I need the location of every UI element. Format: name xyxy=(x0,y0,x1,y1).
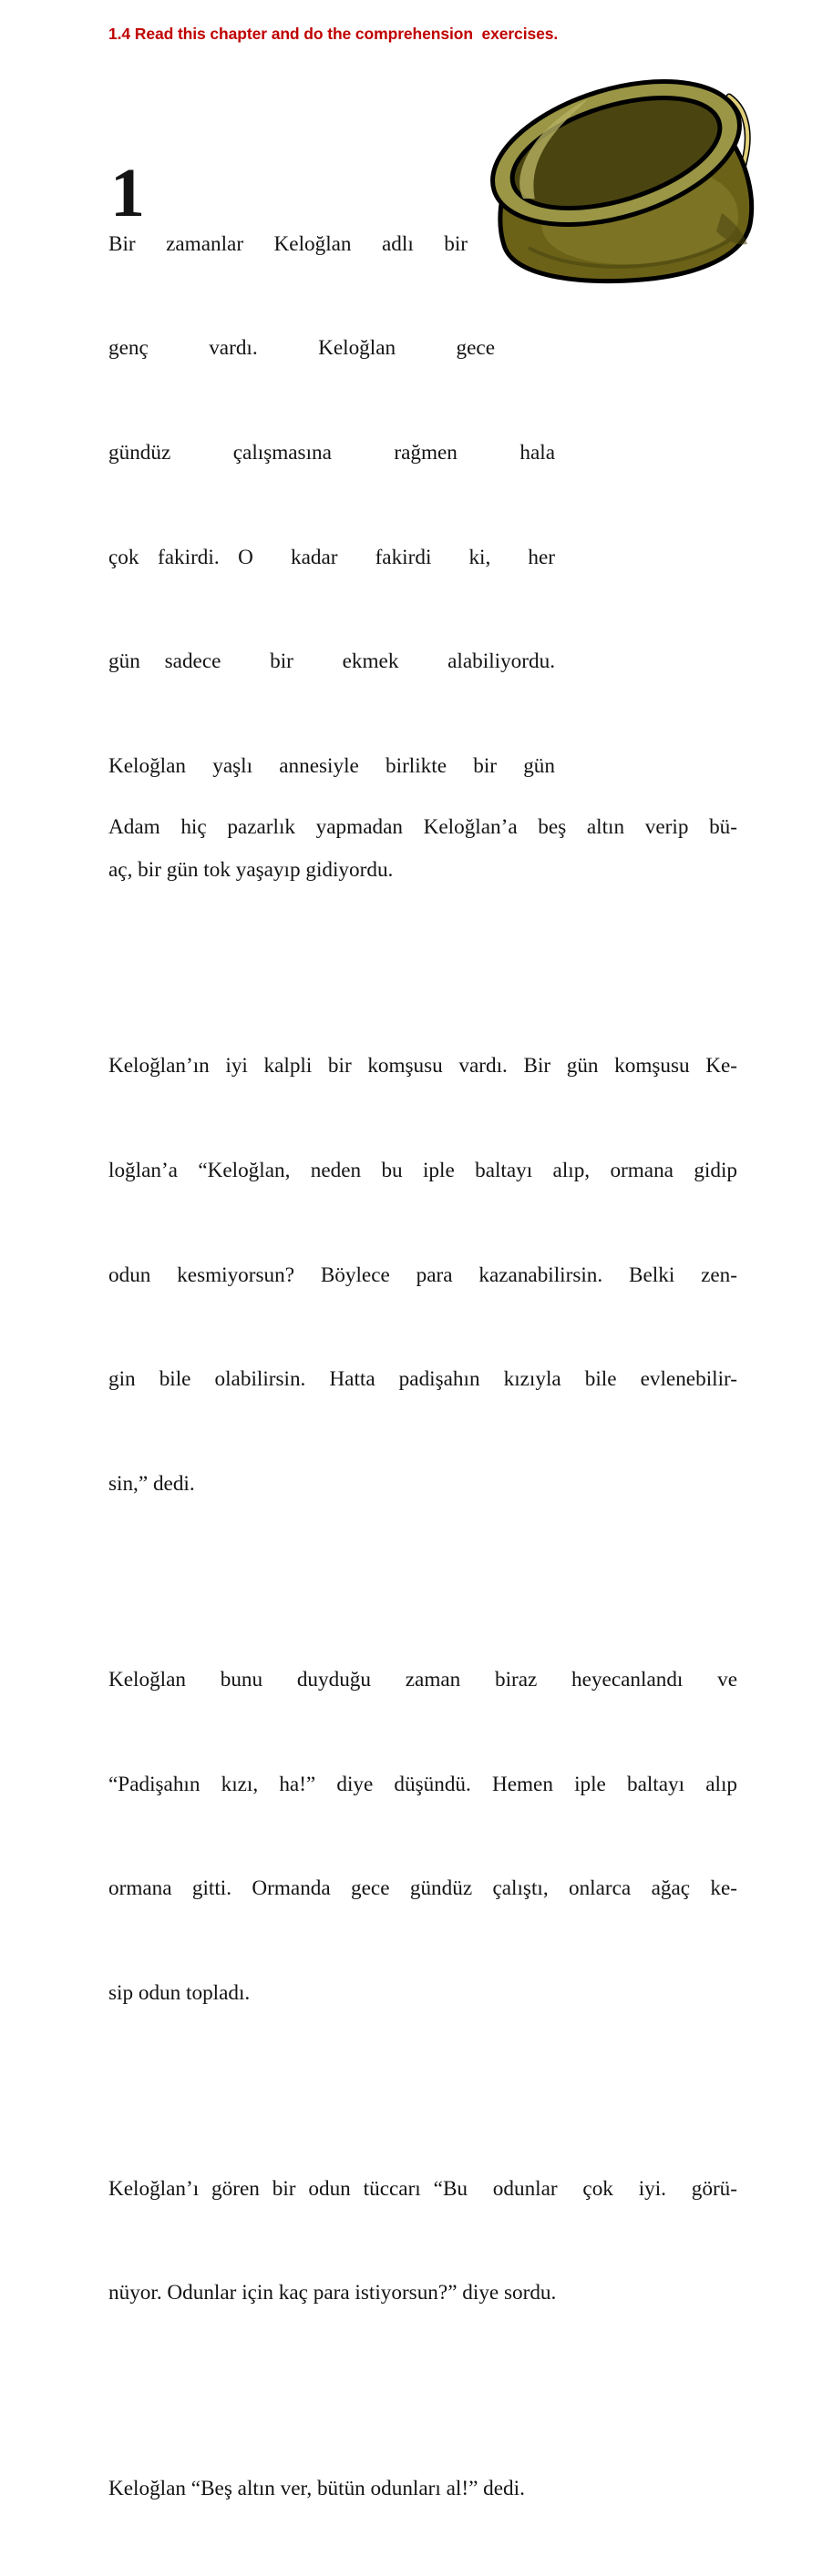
paragraph-1-line-2: genç vardı. Keloğlan gece xyxy=(108,336,495,361)
paragraph-2 xyxy=(108,979,737,1570)
drop-cap: 1 xyxy=(110,155,145,232)
paragraph-1-line-3: gündüz çalışmasına rağmen hala xyxy=(108,441,555,465)
paragraph-1-line-4: çok fakirdi. O kadar fakirdi ki, her xyxy=(108,545,555,569)
paragraph-5-line-1: Keloğlan “Beş altın ver, bütün odunları al!” dedi. xyxy=(108,2477,525,2501)
image-wrap-spacer xyxy=(468,122,737,328)
paragraph-1-line-6: Keloğlan yaşlı annesiyle birlikte bir gün xyxy=(108,753,555,778)
paragraph-1-line-7: aç, bir gün tok yaşayıp gidiyordu. xyxy=(108,858,394,883)
paragraph-1-line-5: gün sadece bir ekmek alabiliyordu. xyxy=(108,649,555,674)
paragraph-1-line-1: Bir zamanlar Keloğlan adlı bir xyxy=(108,231,468,256)
paragraph-3-line-3: ormana gitti. Ormanda gece gündüz çalıştı, onlarca ağaç ke- xyxy=(108,1876,737,1901)
paragraph-6-clipped xyxy=(108,810,737,839)
paragraph-2-line-4: gin bile olabilirsin. Hatta padişahın kızıyla bile evlenebilir- xyxy=(108,1367,737,1392)
paragraph-3-line-4: sip odun topladı. xyxy=(108,1980,251,2005)
paragraph-4-line-2: nüyor. Odunlar için kaç para istiyorsun?” diye sordu. xyxy=(108,2281,557,2305)
paragraph-2-line-3: odun kesmiyorsun? Böylece para kazanabilirsin. Belki zen- xyxy=(108,1262,737,1287)
paragraph-3-line-1: Keloğlan bunu duyduğu zaman biraz heyecanlandı ve xyxy=(108,1667,737,1692)
paragraph-3 xyxy=(108,1593,737,2080)
paragraph-2-line-5: sin,” dedi. xyxy=(108,1471,195,1496)
paragraph-2-line-2: loğlan’a “Keloğlan, neden bu iple baltayı alıp, ormana gidip xyxy=(108,1159,737,1183)
paragraph-2-line-1: Keloğlan’ın iyi kalpli bir komşusu vardı. Bir gün komşusu Ke- xyxy=(108,1054,737,1078)
paragraph-5 xyxy=(108,2402,737,2576)
paragraph-4-line-1: Keloğlan’ı gören bir odun tüccarı “Bu odunlar çok iyi. görü- xyxy=(108,2176,737,2201)
paragraph-3-line-2: “Padişahın kızı, ha!” diye düşündü. Hemen iple baltayı alıp xyxy=(108,1772,737,1796)
story-body xyxy=(108,87,737,2576)
paragraph-4 xyxy=(108,2101,737,2380)
paragraph-6-line-1: Adam hiç pazarlık yapmadan Keloğlan’a beş altın verip bü- xyxy=(108,815,737,839)
page-title: 1.4 Read this chapter and do the comprehension exercises. xyxy=(108,25,559,43)
